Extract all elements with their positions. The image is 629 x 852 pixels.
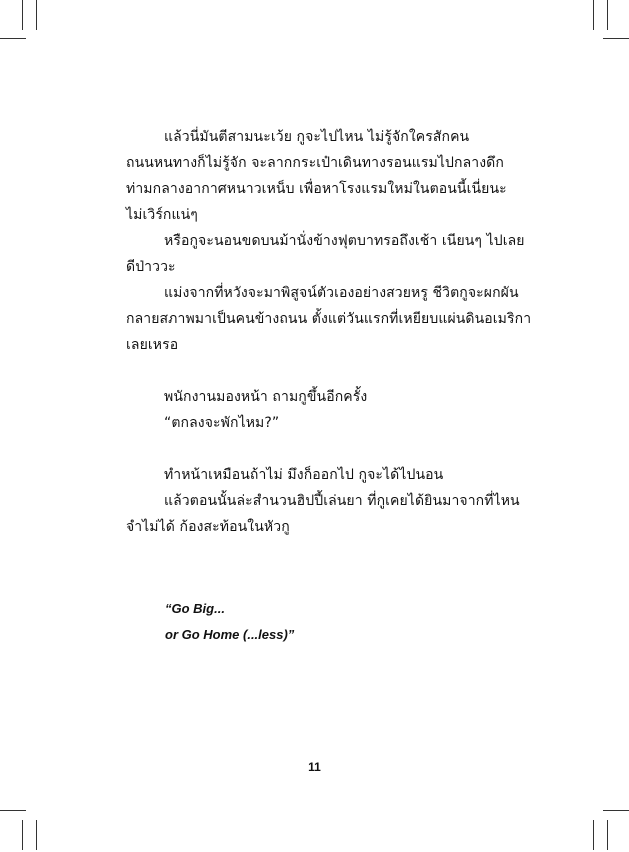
crop-mark <box>603 810 629 811</box>
text-line: ท่ามกลางอากาศหนาวเหน็บ เพื่อหาโรงแรมใหม่ในตอนนี้เนี่ยนะ <box>126 181 507 197</box>
text-line: ดีป่าววะ <box>126 259 176 275</box>
crop-mark <box>603 38 629 39</box>
crop-mark <box>593 0 594 30</box>
text-line: แล้วตอนนั้นล่ะสำนวนฮิปปี้เล่นยา ที่กูเคยได้ยินมาจากที่ไหน <box>164 493 520 509</box>
body-text <box>126 124 532 540</box>
text-line: แล้วนี่มันตีสามนะเว้ย กูจะไปไหน ไม่รู้จักใครสักคน <box>164 129 470 145</box>
crop-mark <box>22 820 23 850</box>
text-line: หรือกูจะนอนขดบนม้านั่งข้างฟุตบาทรอถึงเช้า เนียนๆ ไปเลย <box>164 233 525 249</box>
text-line: ไม่เวิร์กแน่ๆ <box>126 207 198 223</box>
crop-mark <box>22 0 23 30</box>
text-line: ทำหน้าเหมือนถ้าไม่ มึงก็ออกไป กูจะได้ไปนอน <box>164 467 444 483</box>
dialogue-line: “ตกลงจะพักไหม?” <box>164 415 280 431</box>
paragraph-spacer <box>126 436 528 462</box>
page-number: 11 <box>308 760 321 774</box>
text-line: เลยเหรอ <box>126 337 179 353</box>
crop-mark <box>0 38 26 39</box>
quote-line-1: “Go Big... <box>165 601 225 616</box>
text-line: ถนนหนทางก็ไม่รู้จัก จะลากกระเป๋าเดินทางรอนแรมไปกลางดึก <box>126 155 504 171</box>
crop-mark <box>36 0 37 30</box>
crop-mark <box>607 0 608 30</box>
quote-block <box>165 596 294 648</box>
crop-mark <box>0 810 26 811</box>
quote-line-2: or Go Home (...less)” <box>165 627 295 642</box>
crop-mark <box>36 820 37 850</box>
text-line: แม่งจากที่หวังจะมาพิสูจน์ตัวเองอย่างสวยหรู ชีวิตกูจะผกผัน <box>164 285 519 301</box>
crop-mark <box>607 820 608 850</box>
text-line: พนักงานมองหน้า ถามกูขึ้นอีกครั้ง <box>164 389 368 405</box>
text-line: กลายสภาพมาเป็นคนข้างถนน ตั้งแต่วันแรกที่เหยียบแผ่นดินอเมริกา <box>126 311 532 327</box>
crop-mark <box>593 820 594 850</box>
text-line: จำไม่ได้ ก้องสะท้อนในหัวกู <box>126 519 290 535</box>
paragraph-spacer <box>126 358 528 384</box>
